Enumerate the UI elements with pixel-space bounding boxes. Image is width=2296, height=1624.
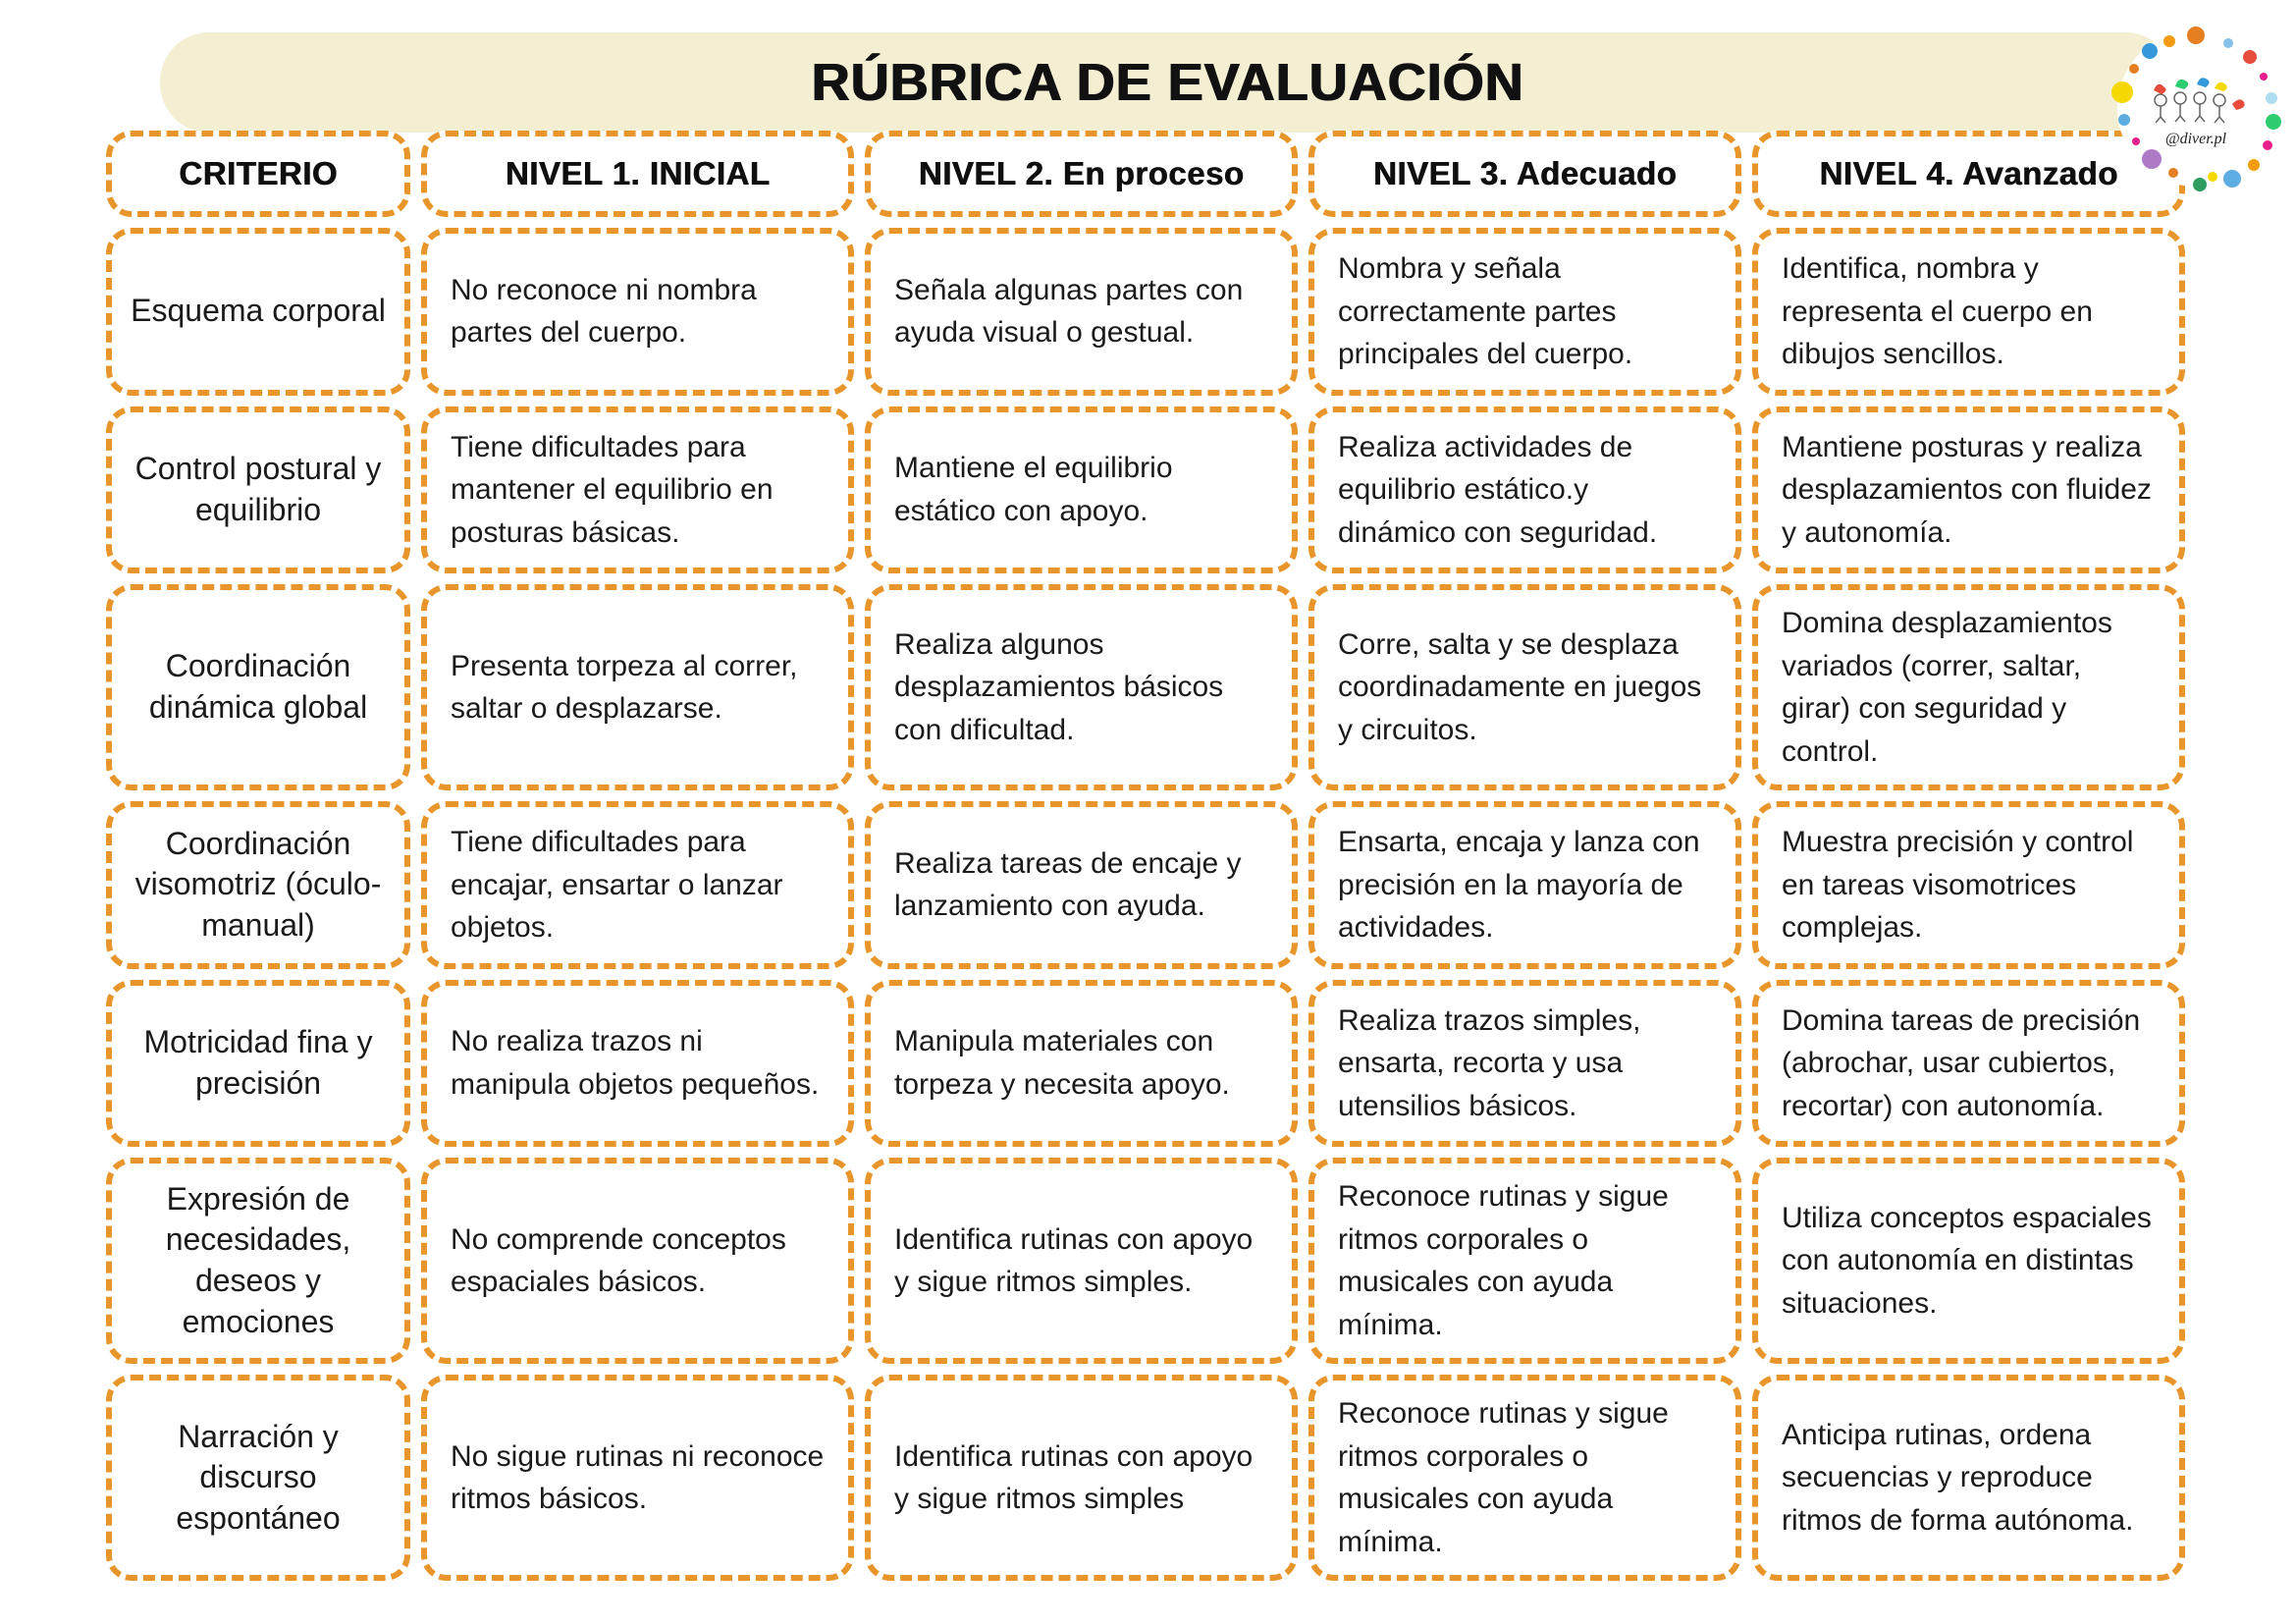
header-label: NIVEL 4. Avanzado: [1819, 155, 2118, 191]
level-text: Domina desplazamientos variados (correr, saltar, girar) con seguridad y control.: [1782, 607, 2112, 768]
level-cell: [421, 801, 854, 969]
level-cell: [1308, 406, 1741, 574]
level-cell: [1752, 801, 2185, 969]
level-cell: [865, 801, 1298, 969]
level-text: Nombra y señala correctamente partes principales del cuerpo.: [1338, 252, 1633, 370]
level-text: Tiene dificultades para mantener el equilibrio en posturas básicas.: [451, 430, 774, 549]
title-banner: [160, 32, 2174, 133]
level-cell: [421, 584, 854, 790]
logo-handle: @diver.pl: [2164, 131, 2227, 147]
level-text: Mantiene posturas y realiza desplazamientos con fluidez y autonomía.: [1782, 430, 2152, 549]
level-text: Identifica rutinas con apoyo y sigue ritmos simples.: [894, 1222, 1254, 1298]
criterion-cell: [106, 228, 410, 396]
level-cell: [865, 1158, 1298, 1364]
level-cell: [1752, 1375, 2185, 1581]
level-text: Señala algunas partes con ayuda visual o gestual.: [894, 273, 1244, 350]
level-text: Muestra precisión y control en tareas visomotrices complejas.: [1782, 826, 2134, 944]
level-text: Mantiene el equilibrio estático con apoyo.: [894, 452, 1173, 527]
level-cell: [1752, 406, 2185, 574]
header-cell-nivel-1: [421, 131, 854, 217]
criterion-cell: [106, 584, 410, 790]
header-label: CRITERIO: [179, 155, 338, 191]
level-text: No reconoce ni nombra partes del cuerpo.: [451, 273, 757, 350]
level-cell: [1752, 584, 2185, 790]
criterion-cell: [106, 406, 410, 574]
level-text: No comprende conceptos espaciales básicos.: [451, 1222, 786, 1298]
header-label: NIVEL 1. INICIAL: [505, 155, 771, 191]
level-cell: [865, 228, 1298, 396]
criterion-label: Control postural y equilibrio: [134, 451, 382, 527]
level-cell: [1752, 980, 2185, 1148]
rubric-table: [106, 131, 2185, 1581]
header-label: NIVEL 3. Adecuado: [1372, 155, 1678, 191]
level-text: Reconoce rutinas y sigue ritmos corporales o musicales con ayuda mínima.: [1338, 1397, 1669, 1558]
criterion-label: Expresión de necesidades, deseos y emociones: [165, 1180, 351, 1339]
level-text: Reconoce rutinas y sigue ritmos corporales o musicales con ayuda mínima.: [1338, 1180, 1669, 1341]
level-text: Realiza tareas de encaje y lanzamiento con ayuda.: [894, 846, 1242, 923]
level-text: Tiene dificultades para encajar, ensartar o lanzar objetos.: [451, 826, 783, 944]
criterion-cell: [106, 1158, 410, 1364]
level-text: Anticipa rutinas, ordena secuencias y reproduce ritmos de forma autónoma.: [1782, 1418, 2134, 1537]
page-title: RÚBRICA DE EVALUACIÓN: [810, 53, 1523, 112]
level-cell: [421, 406, 854, 574]
brand-logo-icon: [2107, 22, 2285, 200]
level-text: Realiza algunos desplazamientos básicos con dificultad.: [894, 627, 1224, 746]
level-text: Utiliza conceptos espaciales con autonomía en distintas situaciones.: [1782, 1201, 2152, 1320]
level-text: Corre, salta y se desplaza coordinadamente en juegos y circuitos.: [1338, 627, 1702, 746]
level-text: Ensarta, encaja y lanza con precisión en la mayoría de actividades.: [1338, 826, 1700, 944]
level-cell: [865, 406, 1298, 574]
header-cell-criterio: [106, 131, 410, 217]
level-cell: [421, 1375, 854, 1581]
level-text: Realiza actividades de equilibrio estático.y dinámico con seguridad.: [1338, 430, 1658, 549]
brand-logo: [2107, 22, 2285, 200]
criterion-cell: [106, 1375, 410, 1581]
header-cell-nivel-3: [1308, 131, 1741, 217]
level-cell: [865, 1375, 1298, 1581]
level-text: Realiza trazos simples, ensarta, recorta y usa utensilios básicos.: [1338, 1003, 1641, 1122]
level-text: Presenta torpeza al correr, saltar o desplazarse.: [451, 649, 798, 725]
criterion-cell: [106, 801, 410, 969]
level-cell: [1308, 1375, 1741, 1581]
criterion-label: Esquema corporal: [131, 293, 386, 329]
level-cell: [865, 980, 1298, 1148]
criterion-label: Motricidad fina y precisión: [143, 1024, 373, 1101]
level-text: Domina tareas de precisión (abrochar, usar cubiertos, recortar) con autonomía.: [1782, 1003, 2141, 1122]
level-cell: [1752, 228, 2185, 396]
level-cell: [421, 980, 854, 1148]
level-cell: [1308, 980, 1741, 1148]
criterion-label: Coordinación dinámica global: [148, 648, 368, 725]
level-cell: [421, 228, 854, 396]
level-text: No sigue rutinas ni reconoce ritmos básicos.: [451, 1439, 825, 1515]
level-text: Identifica, nombra y representa el cuerpo en dibujos sencillos.: [1782, 252, 2093, 370]
level-cell: [865, 584, 1298, 790]
level-cell: [1308, 1158, 1741, 1364]
level-cell: [1308, 801, 1741, 969]
level-cell: [1308, 584, 1741, 790]
level-cell: [1752, 1158, 2185, 1364]
criterion-cell: [106, 980, 410, 1148]
header-label: NIVEL 2. En proceso: [918, 155, 1245, 191]
level-cell: [421, 1158, 854, 1364]
level-cell: [1308, 228, 1741, 396]
level-text: Identifica rutinas con apoyo y sigue ritmos simples: [894, 1439, 1254, 1515]
level-text: No realiza trazos ni manipula objetos pequeños.: [451, 1025, 820, 1101]
criterion-label: Narración y discurso espontáneo: [176, 1418, 341, 1536]
header-cell-nivel-2: [865, 131, 1298, 217]
level-text: Manipula materiales con torpeza y necesita apoyo.: [894, 1025, 1230, 1101]
criterion-label: Coordinación visomotriz (óculo-manual): [134, 825, 382, 944]
